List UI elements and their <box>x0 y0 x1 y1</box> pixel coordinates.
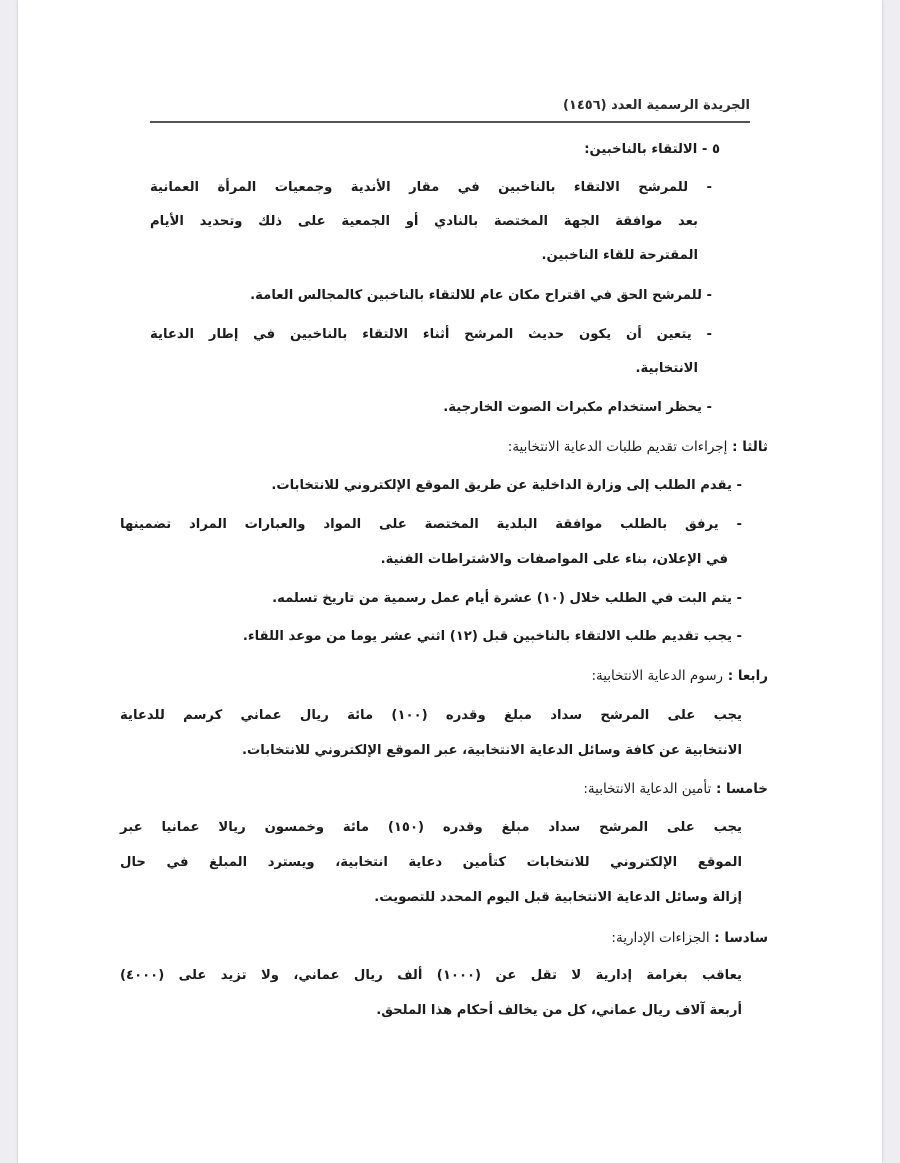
item-5-bullet-1-line-2: بعد موافقة الجهة المختصة بالنادي أو الجمعية على ذلك وتحديد الأيام <box>150 214 698 229</box>
section-6-text-line-2: أربعة آلاف ريال عماني، كل من يخالف أحكام هذا الملحق. <box>376 1003 742 1018</box>
section-5-label: خامسا : <box>715 781 768 797</box>
section-6-label: سادسا : <box>714 930 768 946</box>
section-3-bullet-1: - يقدم الطلب إلى وزارة الداخلية عن طريق الموقع الإلكتروني للانتخابات. <box>271 478 742 493</box>
section-4-title: رسوم الدعاية الانتخابية: <box>591 668 724 684</box>
section-5-heading <box>583 779 768 799</box>
section-6-text-line-1: يعاقب بغرامة إدارية لا تقل عن (١٠٠٠) ألف ريال عماني، ولا تزيد على (٤٠٠٠) <box>120 968 743 983</box>
section-4-heading <box>591 666 768 686</box>
section-3-heading <box>508 437 768 457</box>
section-5-text-line-2: الموقع الإلكتروني للانتخابات كتأمين دعاية انتخابية، ويسترد المبلغ في حال <box>120 855 742 870</box>
section-3-title: إجراءات تقديم طلبات الدعاية الانتخابية: <box>507 439 728 455</box>
section-3-bullet-4: - يجب تقديم طلب الالتقاء بالناخبين قبل (١٢) اثني عشر يوما من موعد اللقاء. <box>242 629 742 644</box>
section-3-bullet-3: - يتم البت في الطلب خلال (١٠) عشرة أيام عمل رسمية من تاريخ تسلمه. <box>272 591 742 606</box>
section-3-label: ثالثا : <box>732 439 768 455</box>
item-5-bullet-2: - للمرشح الحق في اقتراح مكان عام للالتقاء بالناخبين كالمجالس العامة. <box>250 288 712 303</box>
item-5-bullet-1-line-1: - للمرشح الالتقاء بالناخبين في مقار الأندية وجمعيات المرأة العمانية <box>150 180 712 195</box>
item-5-heading: ٥ - الالتقاء بالناخبين: <box>584 142 720 157</box>
document-page <box>18 0 882 1163</box>
section-3-bullet-2-line-2: في الإعلان، بناء على المواصفات والاشتراطات الفنية. <box>380 552 728 567</box>
section-6-title: الجزاءات الإدارية: <box>611 930 710 946</box>
item-5-bullet-1-line-3: المقترحة للقاء الناخبين. <box>541 248 698 263</box>
item-5-bullet-3-line-2: الانتخابية. <box>635 361 698 376</box>
item-5-bullet-4: - يحظر استخدام مكبرات الصوت الخارجية. <box>443 400 712 415</box>
document-body <box>120 0 768 1163</box>
section-5-title: تأمين الدعاية الانتخابية: <box>583 781 712 797</box>
section-3-bullet-2-line-1: - يرفق بالطلب موافقة البلدية المختصة على المواد والعبارات المراد تضمينها <box>120 517 742 532</box>
section-4-text-line-2: الانتخابية عن كافة وسائل الدعاية الانتخابية، عبر الموقع الإلكتروني للانتخابات. <box>241 743 742 758</box>
section-4-text-line-1: يجب على المرشح سداد مبلغ وقدره (١٠٠) مائة ريال عماني كرسم للدعاية <box>120 708 742 723</box>
section-4-label: رابعا : <box>727 668 768 684</box>
item-5-bullet-3-line-1: - يتعين أن يكون حديث المرشح أثناء الالتقاء بالناخبين في إطار الدعاية <box>150 327 712 342</box>
section-6-heading <box>611 928 768 948</box>
gazette-title: الجريدة الرسمية العدد (١٤٥٦) <box>562 98 750 113</box>
section-5-text-line-1: يجب على المرشح سداد مبلغ وقدره (١٥٠) مائة وخمسون ريالا عمانيا عبر <box>120 820 742 835</box>
section-5-text-line-3: إزالة وسائل الدعاية الانتخابية قبل اليوم المحدد للتصويت. <box>374 890 742 905</box>
